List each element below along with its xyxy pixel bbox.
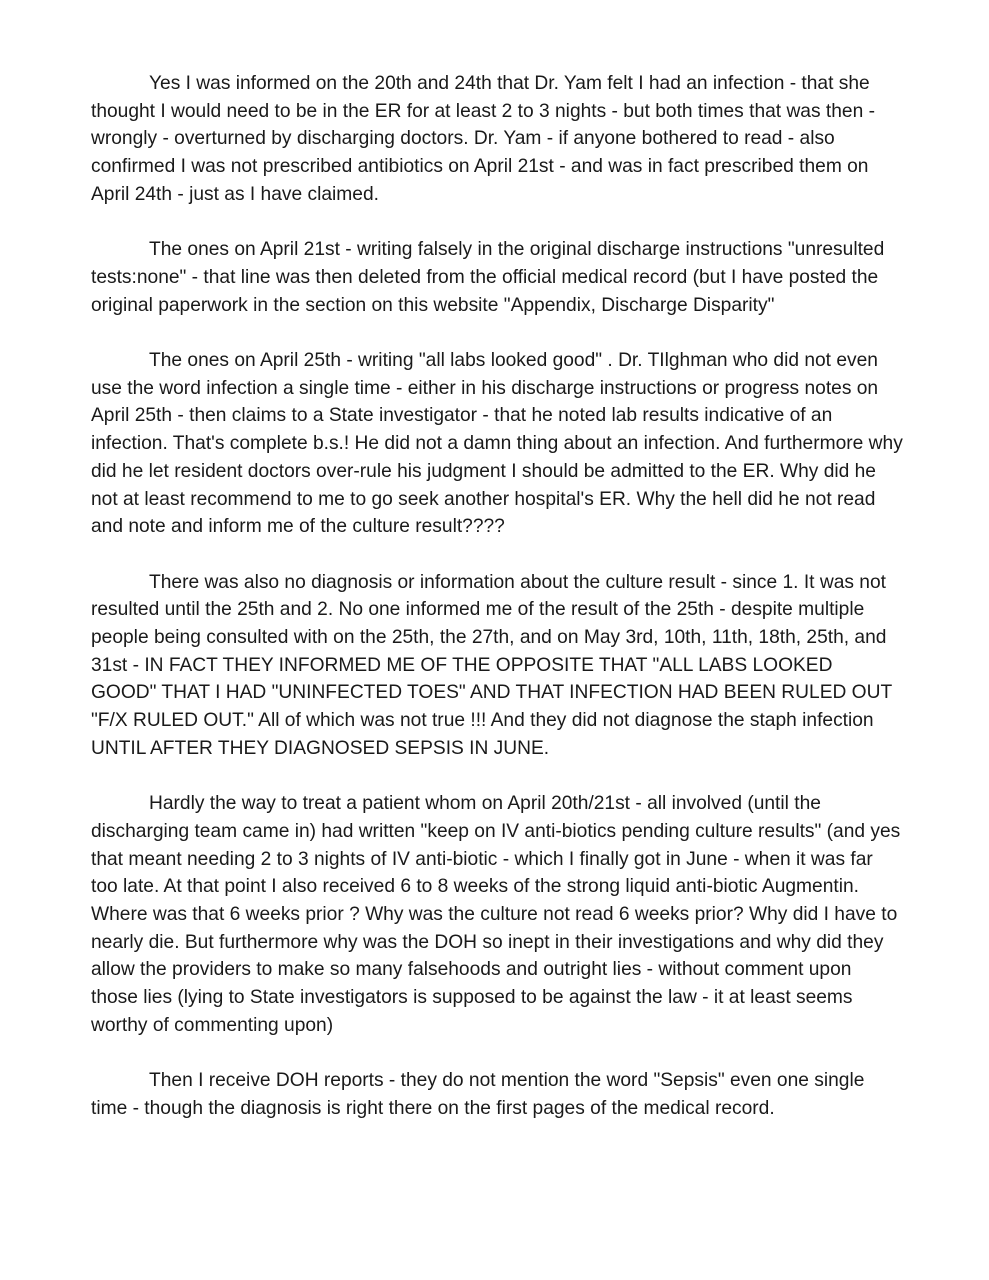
- paragraph-4: There was also no diagnosis or information about the culture result - since 1. It was not resulted until the 25th and 2. No one informed me of the result of the 25th - despite multiple people being consulted with on the 25th, the 27th, and on May 3rd, 10th, 11th, 18th, 25th, and 31st - IN FACT THEY INFORMED ME OF THE OPPOSITE THAT "ALL LABS LOOKED GOOD" THAT I HAD "UNINFECTED TOES" AND THAT INFECTION HAD BEEN RULED OUT "F/X RULED OUT." All of which was not true !!! And they did not diagnose the staph infection UNTIL AFTER THEY DIAGNOSED SEPSIS IN JUNE.: [91, 571, 892, 759]
- document-page: [91, 70, 903, 1150]
- paragraph-6: Then I receive DOH reports - they do not mention the word "Sepsis" even one single time - though the diagnosis is right there on the first pages of the medical record.: [91, 1070, 865, 1119]
- paragraph-5: Hardly the way to treat a patient whom on April 20th/21st - all involved (until the discharging team came in) had written "keep on IV anti-biotics pending culture results" (and yes that meant needing 2 to 3 nights of IV anti-biotic - which I finally got in June - when it was far too late. At that point I also received 6 to 8 weeks of the strong liquid anti-biotic Augmentin. Where was that 6 weeks prior ? Why was the culture not read 6 weeks prior? Why did I have to nearly die. But furthermore why was the DOH so inept in their investigations and why did they allow the providers to make so many falsehoods and outright lies - without comment upon those lies (lying to State investigators is supposed to be against the law - it at least seems worthy of commenting upon): [91, 793, 901, 1036]
- paragraph-1: Yes I was informed on the 20th and 24th that Dr. Yam felt I had an infection - that she thought I would need to be in the ER for at least 2 to 3 nights - but both times that was then - wrongly - overturned by discharging doctors. Dr. Yam - if anyone bothered to read - also confirmed I was not prescribed antibiotics on April 21st - and was in fact prescribed them on April 24th - just as I have claimed.: [91, 73, 875, 205]
- paragraph-3: The ones on April 25th - writing "all labs looked good" . Dr. TIlghman who did not even use the word infection a single time - either in his discharge instructions or progress notes on April 25th - then claims to a State investigator - that he noted lab results indicative of an infection. That's complete b.s.! He did not a damn thing about an infection. And furthermore why did he let resident doctors over-rule his judgment I should be admitted to the ER. Why did he not at least recommend to me to go seek another hospital's ER. Why the hell did he not read and note and inform me of the culture result????: [91, 350, 903, 538]
- paragraph-2: The ones on April 21st - writing falsely in the original discharge instructions "unresulted tests:none" - that line was then deleted from the official medical record (but I have posted the original paperwork in the section on this website "Appendix, Discharge Disparity": [91, 239, 885, 316]
